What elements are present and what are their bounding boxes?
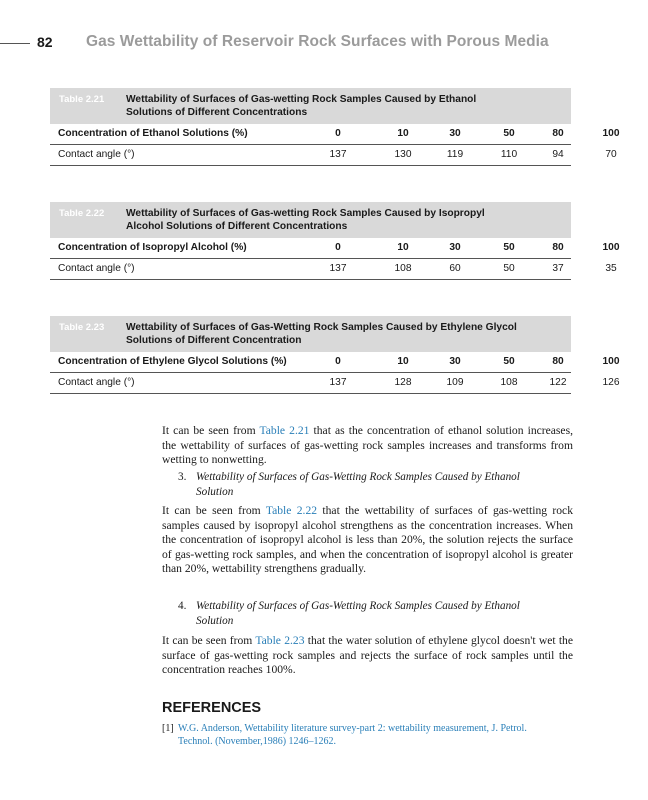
table-2-21 (50, 88, 620, 166)
header-cell: 30 (449, 128, 461, 139)
reference-text[interactable]: W.G. Anderson, Wettability literature survey-part 2: wettability measurement, J. Petrol. (178, 723, 527, 734)
list-number: 4. (178, 600, 187, 612)
header-cell: 0 (335, 356, 341, 367)
header-cell: 50 (503, 128, 515, 139)
table-caption (50, 316, 571, 352)
data-cell: 35 (605, 263, 617, 274)
row-label: Contact angle (°) (58, 263, 135, 274)
header-cell: 100 (602, 356, 620, 367)
running-head (0, 33, 648, 53)
header-cell: 10 (397, 242, 409, 253)
header-cell: 80 (552, 242, 564, 253)
table-title-line: Solutions of Different Concentrations (126, 107, 308, 118)
table-link[interactable]: Table 2.23 (255, 634, 305, 647)
table-row (50, 373, 620, 394)
paragraph-3 (162, 634, 573, 678)
data-cell: 130 (394, 149, 412, 160)
data-cell: 137 (329, 263, 347, 274)
running-title: Gas Wettability of Reservoir Rock Surfaces with Porous Media (86, 33, 549, 50)
data-cell: 122 (549, 377, 567, 388)
header-cell: 50 (503, 242, 515, 253)
data-cell: 108 (394, 263, 412, 274)
header-cell: 10 (397, 356, 409, 367)
table-title-line: Wettability of Surfaces of Gas-Wetting Rock Samples Caused by Ethylene Glycol (126, 322, 517, 333)
data-cell: 137 (329, 149, 347, 160)
data-cell: 108 (500, 377, 518, 388)
table-2-23 (50, 316, 620, 394)
header-rule (0, 43, 30, 44)
data-cell: 60 (449, 263, 461, 274)
header-cell: 100 (602, 128, 620, 139)
header-cell: 30 (449, 356, 461, 367)
header-cell: 100 (602, 242, 620, 253)
table-number: Table 2.22 (59, 208, 105, 219)
page-number: 82 (37, 34, 53, 50)
table-title-line: Wettability of Surfaces of Gas-wetting Rock Samples Caused by Isopropyl (126, 208, 485, 219)
header-label: Concentration of Isopropyl Alcohol (%) (58, 242, 247, 253)
reference-number: [1] (162, 723, 174, 734)
header-cell: 0 (335, 242, 341, 253)
data-cell: 109 (446, 377, 464, 388)
data-cell: 50 (503, 263, 515, 274)
reference-item (162, 722, 573, 748)
data-cell: 126 (602, 377, 620, 388)
data-cell: 70 (605, 149, 617, 160)
table-title (126, 321, 566, 347)
table-title-line: Solutions of Different Concentration (126, 335, 302, 346)
paragraph-text: It can be seen from (162, 424, 260, 437)
table-row (50, 145, 617, 166)
header-label: Concentration of Ethylene Glycol Solutions (%) (58, 356, 287, 367)
data-cell: 128 (394, 377, 412, 388)
paragraph-text: that the water solution of ethylene glycol doesn't wet the surface of gas-wetting rock samples and rejects the surface of rock samples until the concentration reaches 100%. (162, 634, 573, 677)
table-header-row (50, 238, 620, 259)
header-cell: 30 (449, 242, 461, 253)
paragraph-text: It can be seen from (162, 504, 266, 517)
table-title (126, 207, 566, 233)
paragraph-text: that as the concentration of ethanol solution increases, the wettability of surfaces of gas-wetting rock samples increases and transforms from wetting to nonwetting. (162, 424, 573, 467)
table-link[interactable]: Table 2.21 (259, 424, 310, 437)
data-cell: 37 (552, 263, 564, 274)
paragraph-text: that the wettability of surfaces of gas-wetting rock samples caused by isopropyl alcohol strengthens as the concentration increases. When the concentration of isopropyl alcohol is less than 20%, the solution rejects the surface of gas-wetting rock samples, and when the concentration of isopropyl alcohol is greater than 20%, wettability strengthens gradually. (162, 504, 573, 576)
data-cell: 110 (500, 149, 518, 160)
table-title-line: Wettability of Surfaces of Gas-wetting Rock Samples Caused by Ethanol (126, 94, 477, 105)
reference-text[interactable]: Technol. (November,1986) 1246–1262. (178, 736, 337, 747)
list-item-3 (178, 470, 573, 499)
list-text: Wettability of Surfaces of Gas-Wetting Rock Samples Caused by Ethanol (196, 600, 520, 612)
header-cell: 10 (397, 128, 409, 139)
header-cell: 50 (503, 356, 515, 367)
table-link[interactable]: Table 2.22 (265, 504, 318, 517)
table-number: Table 2.21 (59, 94, 105, 105)
row-label: Contact angle (°) (58, 377, 135, 388)
header-cell: 0 (335, 128, 341, 139)
header-cell: 80 (552, 356, 564, 367)
list-text: Wettability of Surfaces of Gas-Wetting Rock Samples Caused by Ethanol (196, 471, 520, 483)
row-label: Contact angle (°) (58, 149, 135, 160)
table-2-22 (50, 202, 620, 280)
paragraph-2 (162, 504, 573, 577)
paragraph-1 (162, 424, 573, 468)
list-number: 3. (178, 471, 187, 483)
table-title (126, 93, 566, 119)
list-text: Solution (196, 485, 234, 498)
table-caption (50, 202, 571, 238)
table-header-row (50, 352, 620, 373)
references-heading: REFERENCES (162, 700, 262, 716)
data-cell: 119 (446, 149, 464, 160)
paragraph-text: It can be seen from (162, 634, 256, 647)
list-item-4 (178, 599, 573, 628)
table-row (50, 259, 617, 280)
table-header-row (50, 124, 620, 145)
table-title-line: Alcohol Solutions of Different Concentrations (126, 221, 348, 232)
table-number: Table 2.23 (59, 322, 105, 333)
table-caption (50, 88, 571, 124)
data-cell: 94 (552, 149, 564, 160)
list-text: Solution (196, 614, 234, 627)
data-cell: 137 (329, 377, 347, 388)
header-cell: 80 (552, 128, 564, 139)
header-label: Concentration of Ethanol Solutions (%) (58, 128, 248, 139)
